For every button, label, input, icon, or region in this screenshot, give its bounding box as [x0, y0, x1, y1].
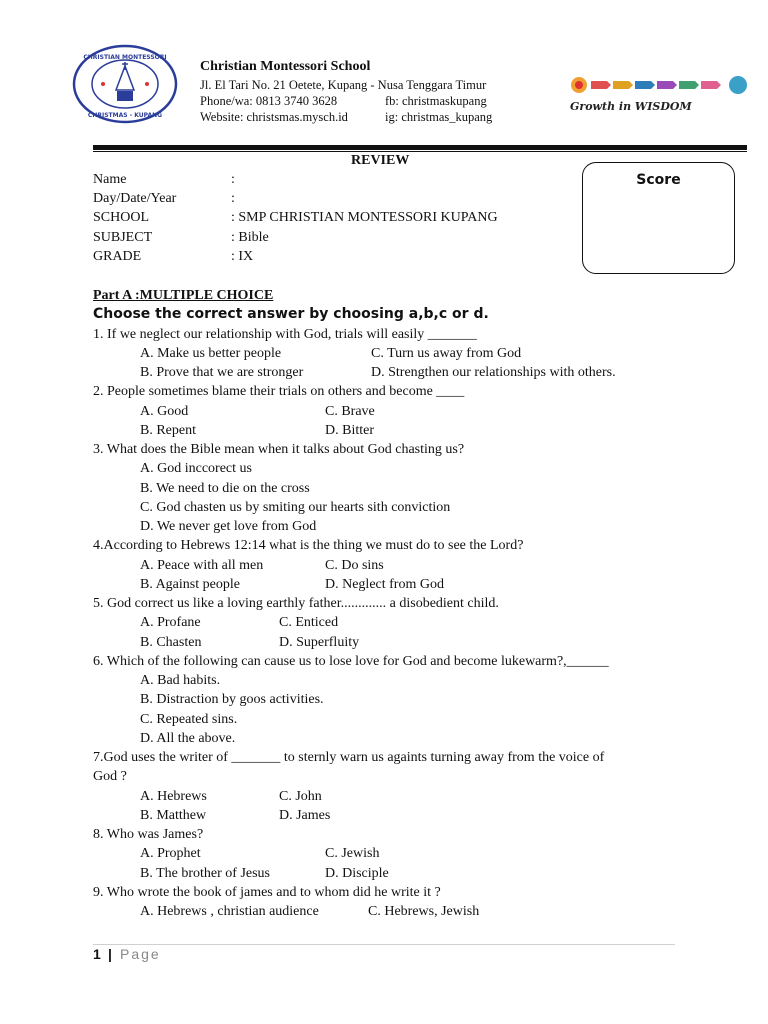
q2-option-b[interactable]: B. Repent — [140, 423, 196, 438]
q6-option-a[interactable]: A. Bad habits. — [140, 673, 221, 688]
review-title: REVIEW — [351, 153, 410, 168]
info-label-subject: SUBJECT — [93, 230, 153, 245]
q6-option-d[interactable]: D. All the above. — [140, 731, 236, 746]
q3-option-a[interactable]: A. God inccorect us — [140, 461, 252, 476]
question-4: 4.According to Hebrews 12:14 what is the thing we must do to see the Lord? — [93, 538, 524, 553]
q9-option-a[interactable]: A. Hebrews , christian audience — [140, 904, 319, 919]
question-2: 2. People sometimes blame their trials on others and become ____ — [93, 384, 465, 399]
motto-text: Growth in WISDOM — [570, 100, 692, 113]
question-7: 7.God uses the writer of _______ to sternly warn us againts turning away from the voice of — [93, 750, 605, 765]
q5-option-a[interactable]: A. Profane — [140, 615, 201, 630]
q1-option-c[interactable]: C. Turn us away from God — [371, 346, 522, 361]
page-label: Page — [120, 946, 161, 962]
q5-option-c[interactable]: C. Enticed — [279, 615, 339, 630]
q5-option-d[interactable]: D. Superfluity — [279, 635, 360, 650]
q2-option-d[interactable]: D. Bitter — [325, 423, 374, 438]
info-label-school: SCHOOL — [93, 210, 150, 225]
svg-text:CHRISTIAN MONTESSORI: CHRISTIAN MONTESSORI — [83, 54, 167, 61]
school-facebook: fb: christmaskupang — [385, 94, 487, 108]
school-website: Website: christsmas.mysch.id — [200, 110, 348, 124]
school-name: Christian Montessori School — [200, 59, 371, 74]
part-a-title: Part A :MULTIPLE CHOICE — [93, 288, 274, 303]
instruction: Choose the correct answer by choosing a,b,c or d. — [93, 306, 489, 322]
q9-option-c[interactable]: C. Hebrews, Jewish — [368, 904, 480, 919]
info-label-grade: GRADE — [93, 249, 142, 264]
info-label-name: Name — [93, 172, 127, 187]
info-value-subject: : Bible — [231, 230, 269, 245]
q7-option-c[interactable]: C. John — [279, 789, 322, 804]
q6-option-b[interactable]: B. Distraction by goos activities. — [140, 692, 324, 707]
q1-option-a[interactable]: A. Make us better people — [140, 346, 282, 361]
q3-option-d[interactable]: D. We never get love from God — [140, 519, 317, 534]
q3-option-c[interactable]: C. God chasten us by smiting our hearts sith conviction — [140, 500, 451, 515]
page-number: 1 — [93, 946, 101, 962]
footer-rule — [93, 944, 675, 945]
q6-option-c[interactable]: C. Repeated sins. — [140, 712, 238, 727]
q7-option-d[interactable]: D. James — [279, 808, 331, 823]
q8-option-d[interactable]: D. Disciple — [325, 866, 389, 881]
header-rule — [93, 145, 747, 150]
info-value-date[interactable]: : — [231, 191, 235, 206]
question-5: 5. God correct us like a loving earthly father............. a disobedient child. — [93, 596, 499, 611]
header-rule-thin — [93, 151, 747, 152]
info-value-name[interactable]: : — [231, 172, 235, 187]
q1-option-d[interactable]: D. Strengthen our relationships with others. — [371, 365, 616, 380]
question-8: 8. Who was James? — [93, 827, 204, 842]
info-label-date: Day/Date/Year — [93, 191, 177, 206]
q8-option-b[interactable]: B. The brother of Jesus — [140, 866, 270, 881]
info-value-grade: : IX — [231, 249, 254, 264]
q3-option-b[interactable]: B. We need to die on the cross — [140, 481, 310, 496]
question-9: 9. Who wrote the book of james and to whom did he write it ? — [93, 885, 441, 900]
q7-option-b[interactable]: B. Matthew — [140, 808, 207, 823]
q8-option-c[interactable]: C. Jewish — [325, 846, 380, 861]
question-1: 1. If we neglect our relationship with God, trials will easily _______ — [93, 327, 477, 342]
score-box[interactable] — [582, 162, 735, 274]
info-value-school: : SMP CHRISTIAN MONTESSORI KUPANG — [231, 210, 498, 225]
q4-option-a[interactable]: A. Peace with all men — [140, 558, 264, 573]
school-address: Jl. El Tari No. 21 Oetete, Kupang - Nusa Tenggara Timur — [200, 78, 487, 92]
q4-option-c[interactable]: C. Do sins — [325, 558, 384, 573]
question-3: 3. What does the Bible mean when it talks about God chasting us? — [93, 442, 465, 457]
q4-option-d[interactable]: D. Neglect from God — [325, 577, 444, 592]
q7-option-a[interactable]: A. Hebrews — [140, 789, 207, 804]
growth-in-wisdom-logo — [567, 73, 751, 115]
score-label: Score — [636, 172, 681, 188]
school-logo — [72, 44, 178, 124]
q1-option-b[interactable]: B. Prove that we are stronger — [140, 365, 304, 380]
page-separator: | — [108, 946, 112, 962]
q4-option-b[interactable]: B. Against people — [140, 577, 240, 592]
school-phone: Phone/wa: 0813 3740 3628 — [200, 94, 338, 108]
question-7-cont: God ? — [93, 769, 127, 784]
q5-option-b[interactable]: B. Chasten — [140, 635, 202, 650]
q2-option-c[interactable]: C. Brave — [325, 404, 375, 419]
svg-text:CHRISTMAS - KUPANG: CHRISTMAS - KUPANG — [87, 112, 163, 119]
q2-option-a[interactable]: A. Good — [140, 404, 189, 419]
q8-option-a[interactable]: A. Prophet — [140, 846, 201, 861]
school-instagram: ig: christmas_kupang — [385, 110, 493, 124]
question-6: 6. Which of the following can cause us to lose love for God and become lukewarm?,______ — [93, 654, 609, 669]
